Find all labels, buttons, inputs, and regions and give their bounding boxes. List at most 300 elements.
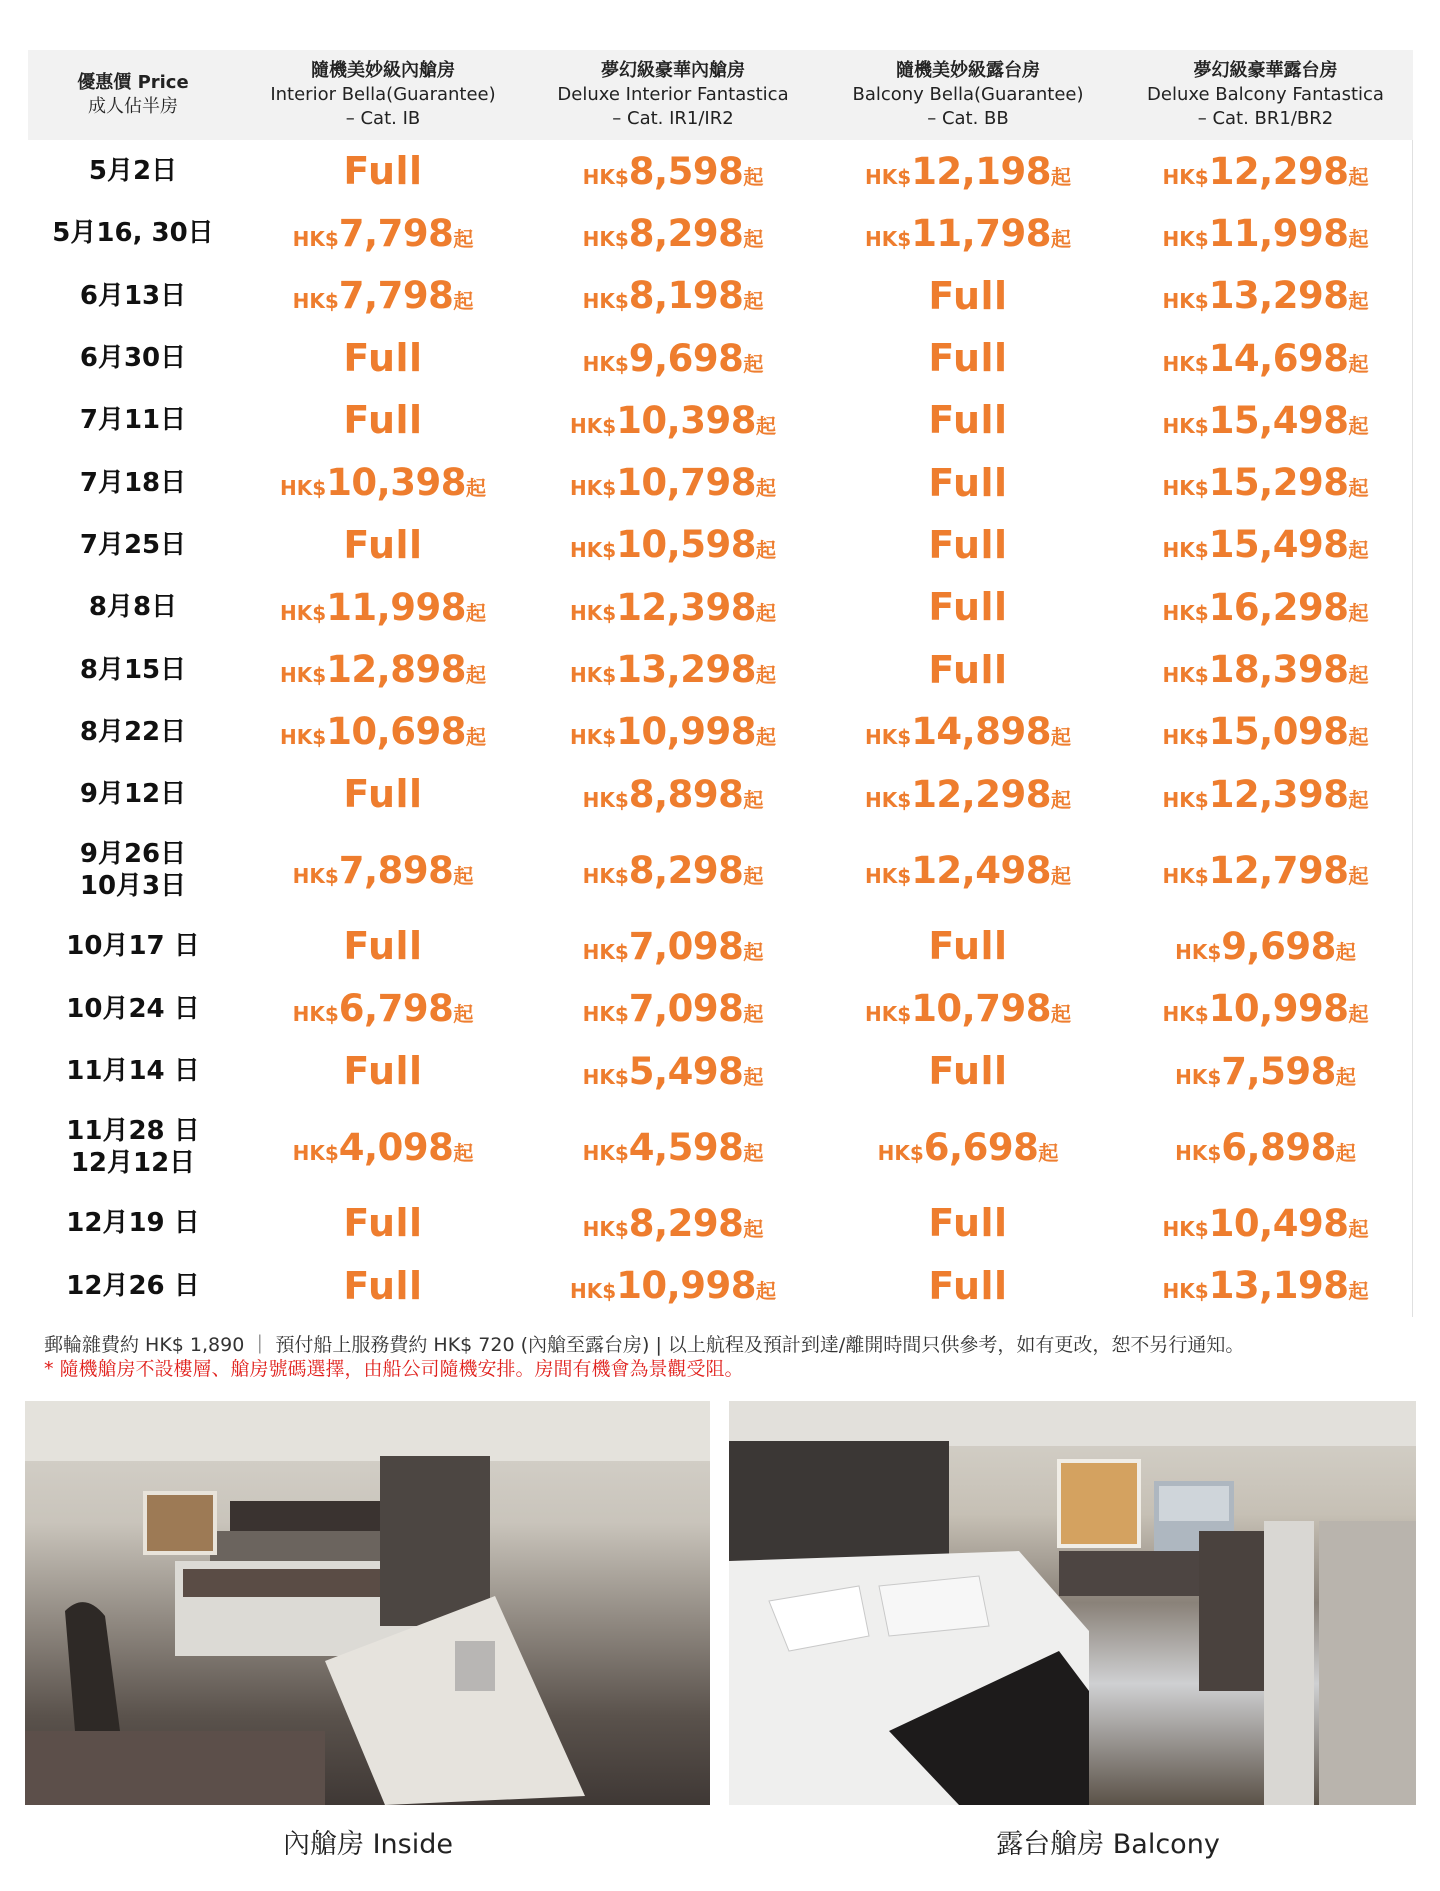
from-label: 起 [453, 1002, 474, 1027]
price-amount: 7,598 [1221, 1049, 1336, 1093]
currency-label: HK$ [1175, 1140, 1222, 1165]
table-row [28, 978, 1413, 1040]
from-label: 起 [743, 1002, 764, 1027]
price-amount: 13,298 [1208, 274, 1349, 318]
currency-label: HK$ [865, 226, 912, 251]
currency-label: HK$ [1162, 413, 1209, 438]
sold-out-label: Full [343, 522, 423, 567]
currency-label: HK$ [582, 1064, 629, 1089]
price-amount: 10,998 [1208, 987, 1349, 1031]
currency-label: HK$ [1162, 1279, 1209, 1304]
price-balcony-bella [818, 336, 1118, 380]
currency-label: HK$ [865, 787, 912, 812]
sold-out-label: Full [343, 924, 423, 969]
sold-out-label: Full [928, 1263, 1008, 1308]
currency-label: HK$ [1162, 164, 1209, 189]
price-balcony-bella [818, 1264, 1118, 1308]
price-interior-bella [238, 523, 528, 567]
price-amount: 10,798 [616, 461, 756, 505]
sailing-date: 9月12日 [79, 779, 187, 810]
from-label: 起 [465, 476, 486, 501]
from-label: 起 [1348, 1279, 1369, 1304]
from-label: 起 [743, 351, 764, 376]
from-label: 起 [743, 1064, 764, 1089]
sailing-date: 6月30日 [79, 343, 187, 374]
currency-label: HK$ [1162, 663, 1209, 688]
currency-label: HK$ [570, 663, 617, 688]
price-balcony-bella [818, 987, 1118, 1030]
price-deluxe-interior [528, 212, 818, 255]
currency-label: HK$ [582, 1216, 629, 1241]
price-deluxe-balcony [1118, 337, 1413, 380]
currency-label: HK$ [1162, 600, 1209, 625]
price-amount: 8,298 [628, 1201, 744, 1245]
sold-out-label: Full [928, 398, 1008, 443]
price-amount: 10,598 [616, 523, 756, 567]
from-label: 起 [743, 787, 764, 812]
sailing-date: 8月15日 [79, 654, 187, 685]
price-amount: 13,298 [616, 648, 756, 692]
notes [44, 1333, 1414, 1381]
price-deluxe-interior [528, 399, 818, 442]
currency-label: HK$ [865, 863, 912, 888]
inside-cabin-illustration [25, 1401, 710, 1805]
price-deluxe-balcony [1118, 1264, 1413, 1307]
price-interior-bella [238, 772, 528, 816]
currency-label: HK$ [582, 226, 629, 251]
from-label: 起 [1335, 1064, 1356, 1089]
currency-label: HK$ [292, 289, 339, 314]
price-interior-bella [238, 648, 528, 691]
from-label: 起 [743, 289, 764, 314]
price-amount: 8,598 [628, 149, 744, 193]
price-amount: 6,798 [338, 987, 454, 1031]
sailing-date: 7月18日 [79, 467, 187, 498]
currency-label: HK$ [1162, 1002, 1209, 1027]
sailing-date: 8月8日 [88, 592, 178, 623]
from-label: 起 [1348, 863, 1369, 888]
price-interior-bella [238, 149, 528, 193]
currency-label: HK$ [582, 351, 629, 376]
currency-label: HK$ [280, 476, 327, 501]
price-deluxe-interior [528, 1264, 818, 1307]
sailing-date: 6月13日 [79, 280, 187, 311]
sailing-date: 10月17 日 [66, 931, 200, 962]
from-label: 起 [465, 663, 486, 688]
price-balcony-bella [818, 274, 1118, 318]
price-deluxe-interior [528, 710, 818, 753]
price-amount: 15,098 [1208, 710, 1349, 754]
from-label: 起 [743, 1216, 764, 1241]
currency-label: HK$ [1162, 787, 1209, 812]
currency-label: HK$ [292, 1140, 339, 1165]
price-deluxe-interior [528, 987, 818, 1030]
currency-label: HK$ [582, 1140, 629, 1165]
price-amount: 12,798 [1208, 848, 1349, 892]
price-interior-bella [238, 1264, 528, 1308]
table-row [28, 1192, 1413, 1254]
price-amount: 6,698 [923, 1125, 1039, 1169]
table-row [28, 265, 1413, 327]
table-body [28, 140, 1413, 1317]
sold-out-label: Full [343, 1201, 423, 1246]
currency-label: HK$ [570, 1279, 617, 1304]
price-balcony-bella [818, 648, 1118, 692]
price-deluxe-balcony [1118, 1202, 1413, 1245]
sold-out-label: Full [928, 522, 1008, 567]
price-amount: 6,898 [1221, 1125, 1336, 1169]
price-amount: 9,698 [628, 336, 744, 380]
price-deluxe-balcony [1118, 1126, 1413, 1169]
price-interior-bella [238, 461, 528, 504]
price-deluxe-interior [528, 925, 818, 968]
currency-label: HK$ [1162, 289, 1209, 314]
price-amount: 7,098 [628, 924, 744, 968]
from-label: 起 [755, 725, 776, 750]
sold-out-label: Full [343, 1263, 423, 1308]
price-deluxe-balcony [1118, 710, 1413, 753]
price-deluxe-balcony [1118, 274, 1413, 317]
price-deluxe-balcony [1118, 399, 1413, 442]
balcony-cabin-illustration [729, 1401, 1416, 1805]
price-amount: 10,798 [911, 987, 1051, 1031]
currency-label: HK$ [582, 289, 629, 314]
from-label: 起 [1348, 226, 1369, 251]
table-row [28, 514, 1413, 576]
price-interior-bella [238, 212, 528, 255]
from-label: 起 [1335, 939, 1356, 964]
from-label: 起 [1348, 663, 1369, 688]
price-amount: 7,798 [338, 274, 454, 318]
price-amount: 11,998 [1208, 211, 1349, 255]
from-label: 起 [1348, 164, 1369, 189]
price-amount: 10,398 [616, 398, 756, 442]
sold-out-label: Full [343, 772, 423, 817]
currency-label: HK$ [1175, 1064, 1222, 1089]
sold-out-label: Full [928, 460, 1008, 505]
price-amount: 18,398 [1208, 648, 1349, 692]
sailing-date: 9月26日 10月3日 [79, 839, 187, 902]
price-deluxe-balcony [1118, 523, 1413, 566]
currency-label: HK$ [280, 663, 327, 688]
table-header [28, 50, 1413, 140]
from-label: 起 [453, 863, 474, 888]
price-interior-bella [238, 849, 528, 892]
sold-out-label: Full [928, 273, 1008, 318]
currency-label: HK$ [582, 1002, 629, 1027]
price-balcony-bella [818, 1126, 1118, 1169]
price-amount: 7,798 [338, 211, 454, 255]
sold-out-label: Full [928, 336, 1008, 381]
price-deluxe-balcony [1118, 586, 1413, 629]
header-interior-bella: 隨機美妙級內艙房 Interior Bella(Guarantee) – Cat. IB [270, 60, 496, 129]
table-row [28, 389, 1413, 451]
from-label: 起 [1348, 413, 1369, 438]
price-balcony-bella [818, 461, 1118, 505]
from-label: 起 [755, 600, 776, 625]
from-label: 起 [1348, 1216, 1369, 1241]
from-label: 起 [465, 725, 486, 750]
table-row [28, 915, 1413, 977]
price-amount: 8,298 [628, 211, 744, 255]
from-label: 起 [1050, 863, 1071, 888]
price-amount: 10,398 [326, 461, 466, 505]
price-amount: 16,298 [1208, 585, 1349, 629]
price-balcony-bella [818, 523, 1118, 567]
price-interior-bella [238, 1201, 528, 1245]
price-amount: 14,698 [1208, 336, 1349, 380]
from-label: 起 [743, 164, 764, 189]
sold-out-label: Full [928, 924, 1008, 969]
price-interior-bella [238, 987, 528, 1030]
currency-label: HK$ [1162, 476, 1209, 501]
price-deluxe-balcony [1118, 150, 1413, 193]
price-amount: 8,898 [628, 772, 744, 816]
price-amount: 4,098 [338, 1125, 454, 1169]
price-deluxe-interior [528, 648, 818, 691]
price-balcony-bella [818, 1201, 1118, 1245]
sailing-date: 10月24 日 [66, 993, 200, 1024]
sold-out-label: Full [343, 149, 423, 194]
from-label: 起 [743, 1140, 764, 1165]
price-interior-bella [238, 710, 528, 753]
from-label: 起 [1038, 1140, 1059, 1165]
from-label: 起 [1348, 725, 1369, 750]
header-price: 優惠價 Price 成人佔半房 [77, 72, 189, 117]
price-amount: 9,698 [1221, 924, 1336, 968]
price-amount: 12,398 [616, 585, 756, 629]
currency-label: HK$ [280, 725, 327, 750]
price-amount: 12,298 [911, 772, 1051, 816]
price-balcony-bella [818, 1049, 1118, 1093]
from-label: 起 [1348, 476, 1369, 501]
price-amount: 15,498 [1208, 523, 1349, 567]
currency-label: HK$ [865, 164, 912, 189]
from-label: 起 [743, 863, 764, 888]
sold-out-label: Full [928, 1201, 1008, 1246]
price-deluxe-interior [528, 849, 818, 892]
price-amount: 14,898 [911, 710, 1051, 754]
from-label: 起 [465, 600, 486, 625]
price-amount: 10,498 [1208, 1201, 1349, 1245]
from-label: 起 [1348, 1002, 1369, 1027]
table-row [28, 1102, 1413, 1192]
table-row [28, 701, 1413, 763]
currency-label: HK$ [865, 725, 912, 750]
fee-note: 郵輪雜費約 HK$ 1,890 ｜ 預付船上服務費約 HK$ 720 (內艙至露台房) | 以上航程及預計到達/離開時間只供參考，如有更改，恕不另行通知。 [44, 1334, 1245, 1356]
currency-label: HK$ [570, 476, 617, 501]
sailing-date: 7月25日 [79, 529, 187, 560]
sold-out-label: Full [343, 336, 423, 381]
currency-label: HK$ [582, 164, 629, 189]
sailing-date: 12月26 日 [66, 1270, 200, 1301]
price-deluxe-balcony [1118, 461, 1413, 504]
header-deluxe-interior: 夢幻級豪華內艙房 Deluxe Interior Fantastica – Cat. IR1/IR2 [557, 60, 789, 129]
sold-out-label: Full [928, 585, 1008, 630]
price-balcony-bella [818, 773, 1118, 816]
sailing-date: 5月16, 30日 [52, 218, 214, 249]
table-row [28, 1254, 1413, 1316]
currency-label: HK$ [1162, 226, 1209, 251]
currency-label: HK$ [1162, 1216, 1209, 1241]
price-deluxe-interior [528, 274, 818, 317]
currency-label: HK$ [582, 939, 629, 964]
guarantee-note: * 隨機艙房不設樓層、艙房號碼選擇，由船公司隨機安排。房間有機會為景觀受阻。 [44, 1358, 744, 1380]
price-amount: 12,198 [911, 149, 1051, 193]
price-interior-bella [238, 274, 528, 317]
header-deluxe-balcony: 夢幻級豪華露台房 Deluxe Balcony Fantastica – Cat. BR1/BR2 [1147, 60, 1384, 129]
sold-out-label: Full [343, 1049, 423, 1093]
price-amount: 11,998 [326, 585, 466, 629]
price-deluxe-balcony [1118, 773, 1413, 816]
balcony-caption: 露台艙房 Balcony [996, 1829, 1220, 1860]
price-amount: 11,798 [911, 211, 1051, 255]
currency-label: HK$ [877, 1140, 924, 1165]
from-label: 起 [755, 413, 776, 438]
table-row [28, 825, 1413, 915]
price-interior-bella [238, 924, 528, 968]
sold-out-label: Full [928, 647, 1008, 692]
price-amount: 7,098 [628, 987, 744, 1031]
from-label: 起 [1348, 538, 1369, 563]
price-deluxe-balcony [1118, 212, 1413, 255]
from-label: 起 [755, 1279, 776, 1304]
from-label: 起 [1050, 1002, 1071, 1027]
price-amount: 8,198 [628, 274, 744, 318]
price-deluxe-balcony [1118, 648, 1413, 691]
price-interior-bella [238, 398, 528, 442]
from-label: 起 [1050, 787, 1071, 812]
currency-label: HK$ [582, 863, 629, 888]
from-label: 起 [1050, 164, 1071, 189]
table-row [28, 140, 1413, 202]
price-deluxe-balcony [1118, 987, 1413, 1030]
price-amount: 7,898 [338, 848, 454, 892]
sailing-date: 11月14 日 [66, 1056, 200, 1086]
currency-label: HK$ [1175, 939, 1222, 964]
currency-label: HK$ [570, 725, 617, 750]
currency-label: HK$ [1162, 725, 1209, 750]
price-interior-bella [238, 1049, 528, 1093]
from-label: 起 [755, 538, 776, 563]
from-label: 起 [1335, 1140, 1356, 1165]
sailing-date: 8月22日 [79, 716, 187, 747]
balcony-cabin-photo [729, 1401, 1416, 1805]
price-balcony-bella [818, 585, 1118, 629]
price-amount: 4,598 [628, 1125, 744, 1169]
currency-label: HK$ [1162, 351, 1209, 376]
sailing-date: 7月11日 [79, 405, 187, 436]
from-label: 起 [453, 289, 474, 314]
price-balcony-bella [818, 150, 1118, 193]
from-label: 起 [1050, 725, 1071, 750]
price-deluxe-interior [528, 337, 818, 380]
from-label: 起 [1348, 600, 1369, 625]
table-row [28, 763, 1413, 825]
currency-label: HK$ [570, 538, 617, 563]
price-deluxe-balcony [1118, 1050, 1413, 1093]
price-deluxe-interior [528, 461, 818, 504]
price-amount: 8,298 [628, 848, 744, 892]
from-label: 起 [453, 226, 474, 251]
price-interior-bella [238, 1126, 528, 1169]
price-amount: 10,698 [326, 710, 466, 754]
price-deluxe-interior [528, 773, 818, 816]
price-amount: 15,298 [1208, 461, 1349, 505]
table-row [28, 327, 1413, 389]
currency-label: HK$ [865, 1002, 912, 1027]
price-deluxe-balcony [1118, 925, 1413, 968]
price-amount: 12,298 [1208, 149, 1349, 193]
price-amount: 15,498 [1208, 398, 1349, 442]
from-label: 起 [755, 476, 776, 501]
from-label: 起 [1348, 289, 1369, 314]
price-amount: 12,398 [1208, 772, 1349, 816]
currency-label: HK$ [292, 1002, 339, 1027]
price-deluxe-interior [528, 1126, 818, 1169]
price-deluxe-interior [528, 1050, 818, 1093]
price-balcony-bella [818, 212, 1118, 255]
currency-label: HK$ [570, 413, 617, 438]
table-row [28, 202, 1413, 264]
from-label: 起 [743, 226, 764, 251]
price-balcony-bella [818, 398, 1118, 442]
price-deluxe-interior [528, 1202, 818, 1245]
header-balcony-bella: 隨機美妙級露台房 Balcony Bella(Guarantee) – Cat. BB [852, 60, 1084, 129]
price-deluxe-interior [528, 150, 818, 193]
sailing-date: 12月19 日 [66, 1208, 200, 1239]
sold-out-label: Full [343, 398, 423, 443]
price-amount: 12,898 [326, 648, 466, 692]
price-deluxe-interior [528, 586, 818, 629]
price-interior-bella [238, 586, 528, 629]
sailing-date: 11月28 日 12月12日 [66, 1116, 200, 1179]
price-table [28, 50, 1413, 1317]
currency-label: HK$ [292, 863, 339, 888]
price-interior-bella [238, 336, 528, 380]
currency-label: HK$ [1162, 538, 1209, 563]
sold-out-label: Full [928, 1049, 1008, 1093]
from-label: 起 [453, 1140, 474, 1165]
sailing-date: 5月2日 [88, 156, 178, 187]
currency-label: HK$ [570, 600, 617, 625]
table-row [28, 576, 1413, 638]
table-row [28, 1040, 1413, 1102]
from-label: 起 [755, 663, 776, 688]
from-label: 起 [743, 939, 764, 964]
table-row [28, 638, 1413, 700]
table-row [28, 451, 1413, 513]
price-amount: 10,998 [616, 710, 756, 754]
price-balcony-bella [818, 849, 1118, 892]
price-amount: 12,498 [911, 848, 1051, 892]
inside-caption: 內艙房 Inside [283, 1829, 453, 1860]
currency-label: HK$ [582, 787, 629, 812]
from-label: 起 [1050, 226, 1071, 251]
currency-label: HK$ [280, 600, 327, 625]
from-label: 起 [1348, 787, 1369, 812]
price-amount: 10,998 [616, 1264, 756, 1308]
inside-cabin-photo [25, 1401, 710, 1805]
price-amount: 13,198 [1208, 1264, 1349, 1308]
price-deluxe-interior [528, 523, 818, 566]
currency-label: HK$ [1162, 863, 1209, 888]
price-amount: 5,498 [628, 1049, 744, 1093]
price-balcony-bella [818, 710, 1118, 753]
currency-label: HK$ [292, 226, 339, 251]
price-balcony-bella [818, 924, 1118, 968]
from-label: 起 [1348, 351, 1369, 376]
